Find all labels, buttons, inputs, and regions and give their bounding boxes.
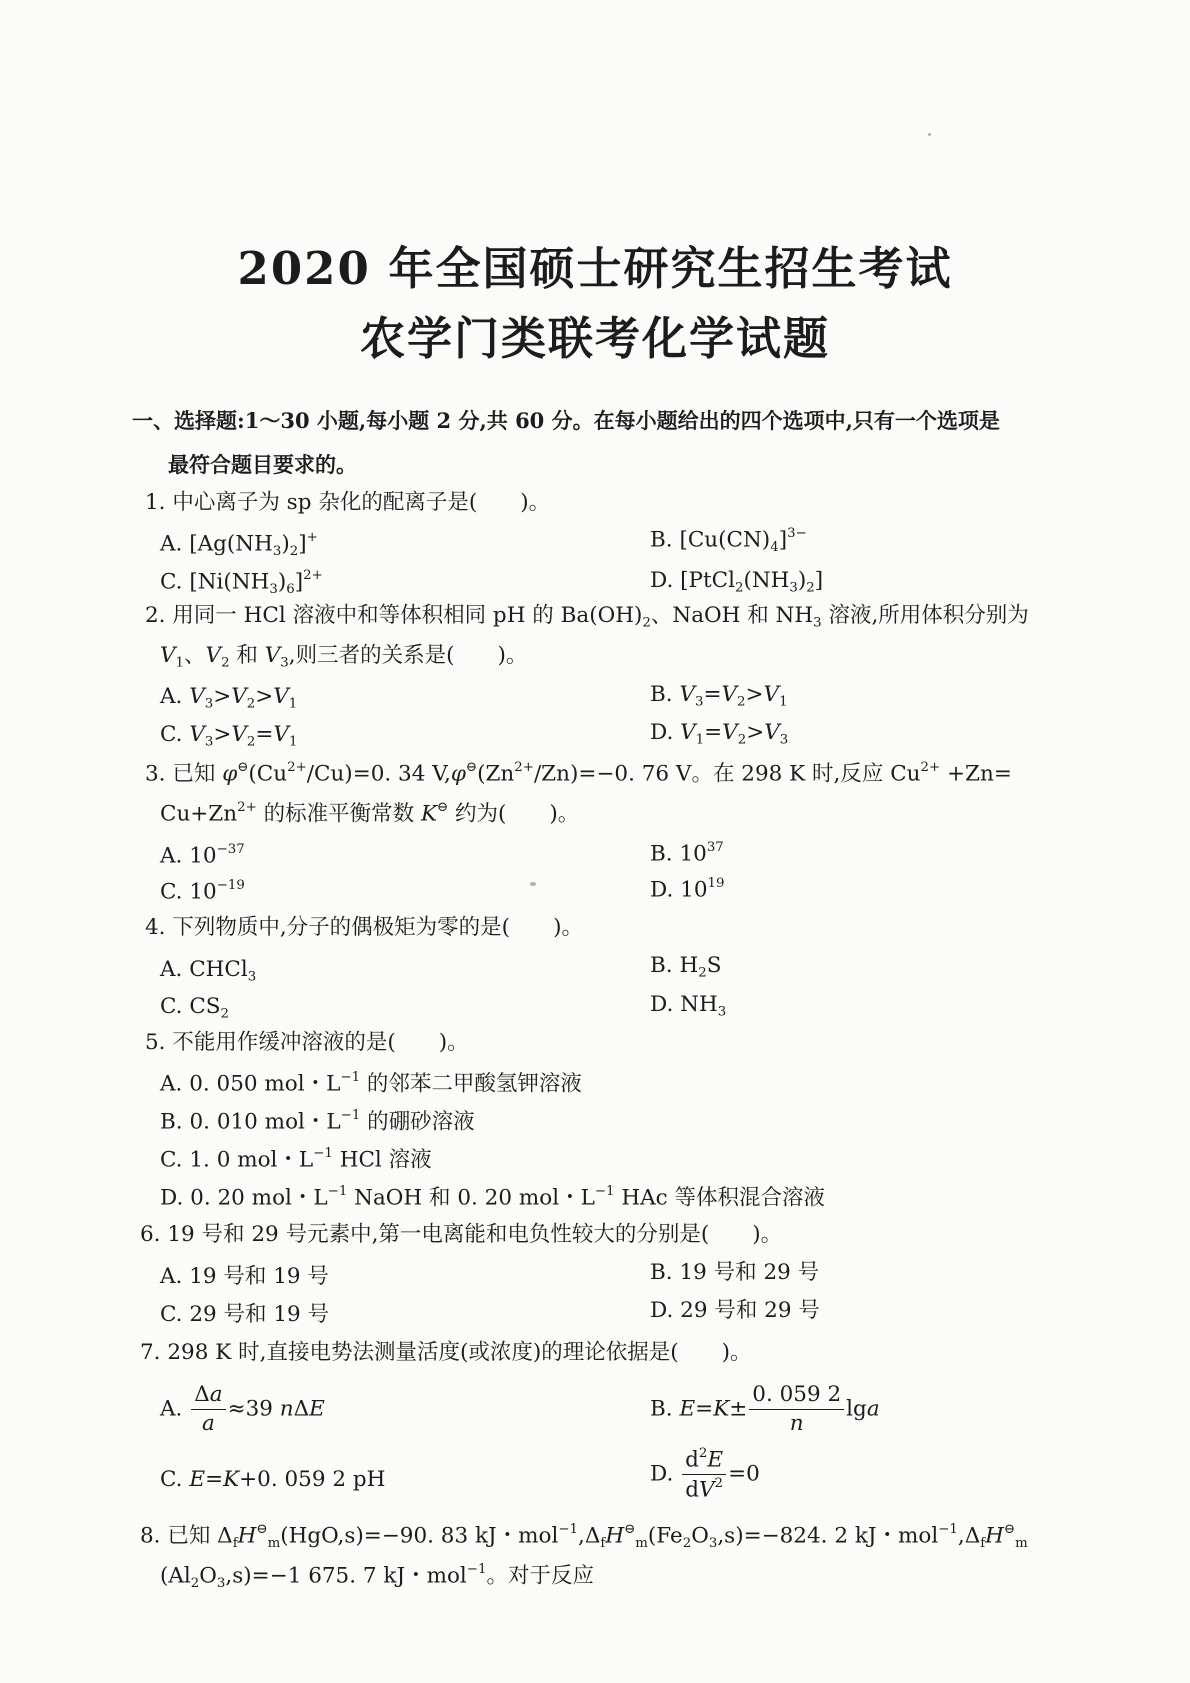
q2-stem-cont: $V_1$、$V_2$ 和 $V_3$,则三者的关系是( )。 — [160, 643, 528, 671]
q2-option-b: B. $V_3=V_2>V_1$ — [650, 682, 788, 710]
section-heading-cont: 最符合题目要求的。 — [168, 452, 357, 477]
q6-option-d: D. 29 号和 29 号 — [650, 1298, 820, 1323]
q7-option-b: B. E=K± $\frac{0. 059 2}{n}$ lga — [650, 1382, 880, 1436]
q2-option-c: C. $V_3>V_2=V_1$ — [160, 722, 298, 750]
q3-stem-cont: $Cu+Zn^{2+}$ 的标准平衡常数 K⊖ 约为( )。 — [160, 800, 580, 827]
q5-option-a: A. 0. 050 mol・$L^{-1}$ 的邻苯二甲酸氢钾溶液 — [160, 1070, 582, 1097]
q2-stem: 2. 用同一 HCl 溶液中和等体积相同 pH 的 $Ba(OH)_2$、NaOH 和 $NH_3$ 溶液,所用体积分别为 — [145, 603, 1029, 631]
q7-option-d: D. $\frac{d^2E}{dV^2}$ =0 — [650, 1446, 760, 1503]
scan-speck — [928, 133, 931, 136]
title-line-2: 农学门类联考化学试题 — [359, 312, 830, 365]
q1-stem: 1. 中心离子为 sp 杂化的配离子是( )。 — [145, 490, 551, 515]
q5-option-b: B. 0. 010 mol・$L^{-1}$ 的硼砂溶液 — [160, 1108, 475, 1135]
q5-option-c: C. 1. 0 mol・$L^{-1}$ HCl 溶液 — [160, 1146, 432, 1173]
q3-option-b: B. $10^{37}$ — [650, 840, 724, 867]
q3-option-c: C. $10^{-19}$ — [160, 878, 245, 905]
title-line-1: 2020 年全国硕士研究生招生考试 — [237, 242, 953, 295]
q5-stem: 5. 不能用作缓冲溶液的是( )。 — [145, 1030, 469, 1055]
q4-option-b: B. $H_2S$ — [650, 953, 722, 981]
q5-option-d: D. 0. 20 mol・$L^{-1}$ NaOH 和 0. 20 mol・$L^{-1}$ HAc 等体积混合溶液 — [160, 1184, 826, 1211]
q4-option-c: C. $CS_2$ — [160, 994, 230, 1022]
q7-stem: 7. 298 K 时,直接电势法测量活度(或浓度)的理论依据是( )。 — [140, 1340, 752, 1365]
q8-stem: 8. 已知 $\Delta_fH^⊖_m(HgO,s)=-90$. 83 kJ・$mol^{-1},\Delta_fH^⊖_m(Fe_2O_3,s)=-824$. 2 kJ・$mol^{-1},\Delta_fH^⊖_m$ — [140, 1522, 1028, 1551]
q1-option-a: A. $[Ag(NH_3)_2]^+$ — [160, 530, 318, 559]
q6-option-b: B. 19 号和 29 号 — [650, 1260, 820, 1285]
q4-stem: 4. 下列物质中,分子的偶极矩为零的是( )。 — [145, 915, 583, 940]
q3-option-d: D. $10^{19}$ — [650, 876, 725, 903]
q6-option-a: A. 19 号和 19 号 — [160, 1264, 329, 1289]
q6-option-c: C. 29 号和 19 号 — [160, 1302, 330, 1327]
q1-option-c: C. $[Ni(NH_3)_6]^{2+}$ — [160, 568, 323, 597]
q6-stem: 6. 19 号和 29 号元素中,第一电离能和电负性较大的分别是( )。 — [140, 1222, 783, 1247]
q4-option-d: D. $NH_3$ — [650, 992, 727, 1020]
q1-option-d: D. $[PtCl_2(NH_3)_2]$ — [650, 568, 824, 596]
q2-option-a: A. $V_3>V_2>V_1$ — [160, 684, 298, 712]
section-heading: 一、选择题:1～30 小题,每小题 2 分,共 60 分。在每小题给出的四个选项中,只有一个选项是 — [132, 408, 1000, 433]
q7-option-c: C. E=K+0. 059 2 pH — [160, 1467, 386, 1492]
q3-stem: 3. 已知 $\varphi^⊖(Cu^{2+}/Cu)=0$. 34 $V,\varphi^⊖(Zn^{2+}/Zn)=-0$. 76 V。在 298 K 时,反应 $Cu^{2+} +Zn=$ — [145, 760, 1012, 787]
q3-option-a: A. $10^{-37}$ — [160, 842, 245, 869]
q4-option-a: A. CHCl$_3$ — [160, 957, 257, 985]
q2-option-d: D. $V_1=V_2>V_3$ — [650, 720, 789, 748]
q8-stem-cont: $(Al_2O_3,s)=-1$ 675. 7 kJ・mol$^{-1}$。对于反应 — [160, 1562, 594, 1591]
q1-option-b: B. $[Cu(CN)_4]^{3-}$ — [650, 526, 807, 555]
q7-option-a: A. $\frac{\Delta a}{a}$ ≈39 nΔE — [160, 1382, 325, 1436]
scan-speck — [530, 882, 536, 886]
